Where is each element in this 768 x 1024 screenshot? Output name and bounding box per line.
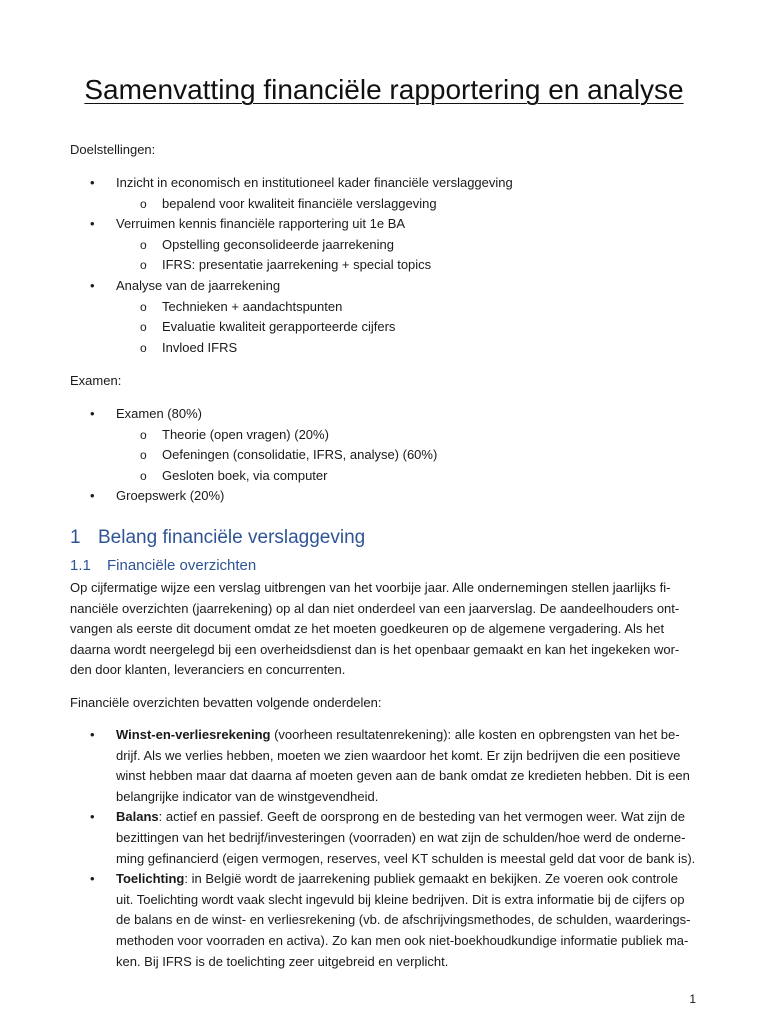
sub-list-item: o bepalend voor kwaliteit financiële verslaggeving [116,194,700,215]
term-winst: Winst-en-verliesrekening [116,727,271,742]
document-title: Samenvatting financiële rapportering en analyse [84,74,684,105]
list-item: • Toelichting: in België wordt de jaarrekening publiek gemaakt en bekijken. Ze voeren ook controle uit. Toelichting wordt vaak slecht ingevuld bij kleine bedrijven. Dit is extra informatie bij de cijfers op de balans en de winst- en verliesrekening (vb. de afschrijvingsmethodes, de schulden, waarderings- methoden voor voorraden en activa). Zo kan men ook niet-boekhoudkundige informatie publiek ma- ken. Bij IFRS is de toelichting zeer uitgebreid en verplicht. [70,869,710,972]
components-list [70,725,710,972]
list-item: • Analyse van de jaarrekening o Technieken + aandachtspunten o Evaluatie kwaliteit gerapporteerde cijfers o Invloed IFRS [70,276,700,358]
examen-list [70,404,700,507]
section-heading: 1 Belang financiële verslaggeving [70,527,366,548]
sub-list-item: o Invloed IFRS [116,338,700,359]
sub-list-item: o Opstelling geconsolideerde jaarrekening [116,235,700,256]
term-toelichting: Toelichting [116,871,185,887]
sub-list-item: o Technieken + aandachtspunten [116,297,700,318]
examen-label: Examen: [70,373,122,388]
subsection-heading: 1.1 Financiële overzichten [70,557,257,574]
list-item: • Winst-en-verliesrekening (voorheen resultatenrekening): alle kosten en opbrengsten van het be- drijf. Als we verlies hebben, moeten we zien waardoor het komt. Er zijn bedrijven die een positieve winst hebben maar dat daarna af moeten geven aan de bank omdat ze kredieten hebben. Dit is een belangrijke indicator van de winstgevendheid. [70,725,710,807]
list-item: • Groepswerk (20%) [70,486,700,507]
doelstellingen-list [70,173,700,358]
list-item: • Balans: actief en passief. Geeft de oorsprong en de besteding van het vermogen weer. Wat zijn de bezittingen van het bedrijf/investeringen (voorraden) en wat zijn de schulden/hoe werd de onderne- ming gefinancierd (eigen vermogen, reserves, veel KT schulden is meestal geld dat voor de bank is). [70,807,710,869]
sub-list-item: o Gesloten boek, via computer [116,466,700,487]
intro-paragraph: Op cijfermatige wijze een verslag uitbrengen van het voorbije jaar. Alle ondernemingen stellen jaarlijks fi- nanciële overzichten (jaarrekening) op al dan niet onderdeel van een jaarverslag. De aandeelhouders ont- vangen als eerste dit document omdat ze het moeten goedkeuren op de algemene vergadering. Als het daarna wordt neergelegd bij een overheidsdienst dan is het openbaar gemaakt en kan het ingekeken wor- den door klanten, leveranciers en concurrenten. [70,580,680,678]
sub-list-item: o Theorie (open vragen) (20%) [116,425,700,446]
term-balans: Balans [116,809,159,825]
list-item: • Examen (80%) o Theorie (open vragen) (20%) o Oefeningen (consolidatie, IFRS, analyse) (60%) o Gesloten boek, via computer [70,404,700,486]
sub-list-item: o IFRS: presentatie jaarrekening + special topics [116,255,700,276]
page-number: 1 [689,992,696,1006]
sub-list-item: o Oefeningen (consolidatie, IFRS, analyse) (60%) [116,445,700,466]
doelstellingen-label: Doelstellingen: [70,142,156,157]
list-item: • Inzicht in economisch en institutioneel kader financiële verslaggeving o bepalend voor kwaliteit financiële verslaggeving [70,173,700,214]
components-intro: Financiële overzichten bevatten volgende onderdelen: [70,695,382,710]
sub-list-item: o Evaluatie kwaliteit gerapporteerde cijfers [116,317,700,338]
list-item: • Verruimen kennis financiële rapportering uit 1e BA o Opstelling geconsolideerde jaarrekening o IFRS: presentatie jaarrekening + special topics [70,214,700,276]
